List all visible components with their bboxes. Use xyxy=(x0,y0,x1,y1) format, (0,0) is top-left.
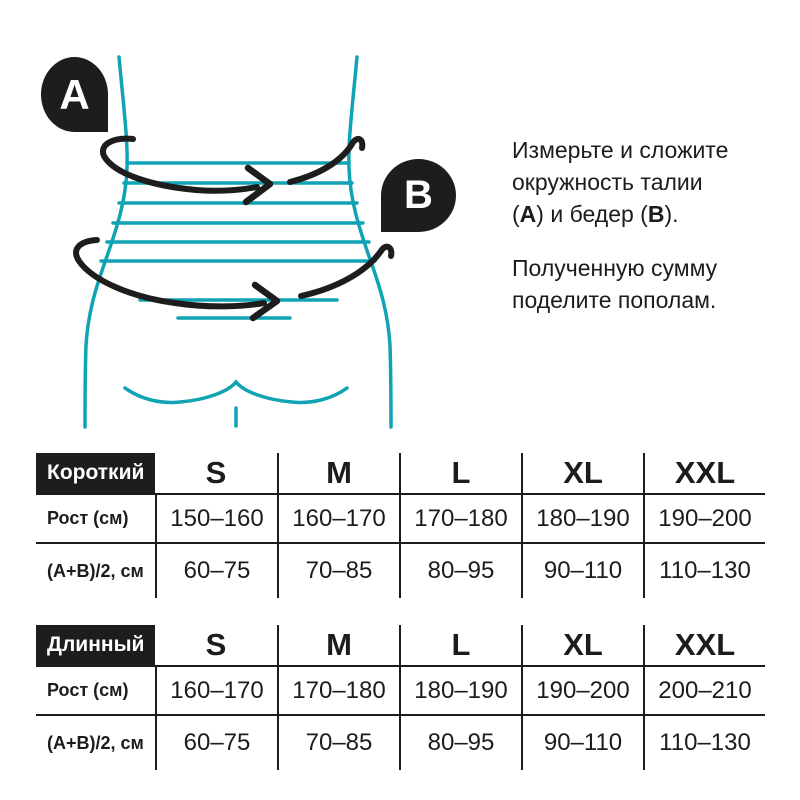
value-cell: 90–110 xyxy=(521,544,643,598)
table-title: Длинный xyxy=(36,625,155,667)
instruction-line xyxy=(512,252,800,284)
value-cell: 150–160 xyxy=(155,495,277,544)
marker-b-badge xyxy=(381,159,456,232)
row-label-height: Рост (см) xyxy=(36,495,155,544)
instruction-text: Полученную сумму xyxy=(512,255,718,281)
size-col-header-xl: XL xyxy=(521,453,643,495)
instruction-line xyxy=(512,284,800,316)
instruction-text: окружность талии xyxy=(512,169,703,195)
instruction-line xyxy=(512,134,800,166)
size-col-header-m: M xyxy=(277,453,399,495)
value-cell: 110–130 xyxy=(643,544,765,598)
instruction-text: ). xyxy=(664,201,679,227)
instruction-text: ) и бедер ( xyxy=(536,201,648,227)
instruction-text: ( xyxy=(512,201,520,227)
value-cell: 170–180 xyxy=(399,495,521,544)
marker-a-badge xyxy=(41,57,108,132)
row-label-height: Рост (см) xyxy=(36,667,155,716)
value-cell: 190–200 xyxy=(521,667,643,716)
value-cell: 60–75 xyxy=(155,544,277,598)
value-cell: 180–190 xyxy=(399,667,521,716)
size-col-header-xl: XL xyxy=(521,625,643,667)
size-col-header-m: M xyxy=(277,625,399,667)
value-cell: 80–95 xyxy=(399,544,521,598)
size-col-header-s: S xyxy=(155,625,277,667)
size-table-short xyxy=(36,453,765,598)
instruction-line xyxy=(512,166,800,198)
value-cell: 70–85 xyxy=(277,716,399,770)
size-table-long xyxy=(36,625,765,770)
size-col-header-l: L xyxy=(399,625,521,667)
instruction-text: поделите пополам. xyxy=(512,287,717,313)
value-cell: 110–130 xyxy=(643,716,765,770)
value-cell: 160–170 xyxy=(277,495,399,544)
size-col-header-l: L xyxy=(399,453,521,495)
value-cell: 200–210 xyxy=(643,667,765,716)
value-cell: 90–110 xyxy=(521,716,643,770)
value-cell: 160–170 xyxy=(155,667,277,716)
marker-b-label: В xyxy=(404,173,433,217)
value-cell: 170–180 xyxy=(277,667,399,716)
value-cell: 190–200 xyxy=(643,495,765,544)
row-label-girth: (А+В)/2, см xyxy=(47,560,144,581)
value-cell: 70–85 xyxy=(277,544,399,598)
value-cell: 60–75 xyxy=(155,716,277,770)
value-cell: 180–190 xyxy=(521,495,643,544)
value-cell: 80–95 xyxy=(399,716,521,770)
instruction-b-ref: В xyxy=(647,201,665,227)
hips-measure-arrow xyxy=(76,240,391,318)
size-col-header-xxl: XXL xyxy=(643,625,765,667)
row-label-girth: (А+В)/2, см xyxy=(47,732,144,753)
torso-outline xyxy=(85,57,391,427)
size-col-header-xxl: XXL xyxy=(643,453,765,495)
marker-a-label: А xyxy=(59,70,90,118)
measurement-instructions xyxy=(512,134,800,316)
waist-measure-arrow xyxy=(103,139,362,202)
table-title: Короткий xyxy=(36,453,155,495)
instruction-line xyxy=(512,198,800,230)
size-col-header-s: S xyxy=(155,453,277,495)
instruction-text: Измерьте и сложите xyxy=(512,137,729,163)
instruction-a-ref: А xyxy=(519,201,537,227)
